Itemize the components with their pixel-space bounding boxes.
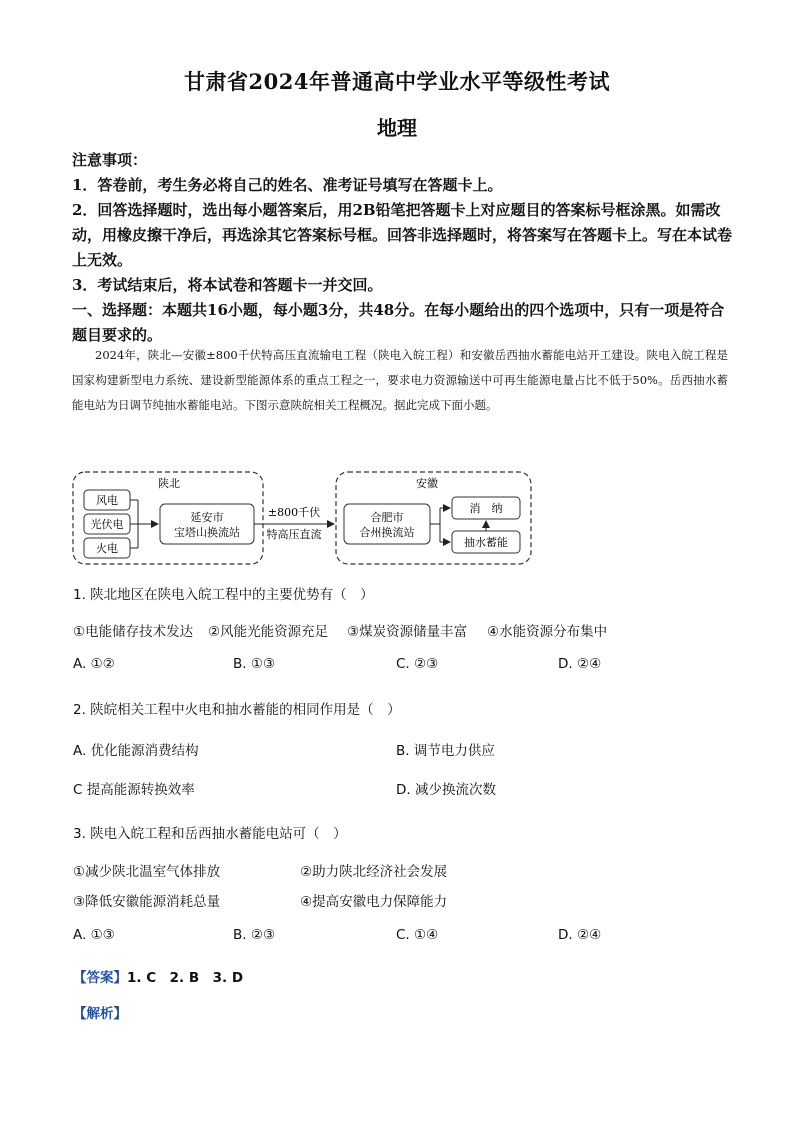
q2-option-d[interactable]: D. 减少换流次数	[396, 782, 496, 798]
notes-heading: 注意事项：	[72, 151, 148, 169]
region-shaanbei-label: 陕北	[158, 477, 180, 490]
subject-title: 地理	[377, 116, 417, 140]
q3-statement-4: ④提高安徽电力保障能力	[300, 894, 448, 910]
station-baotashan-name: 宝塔山换流站	[174, 526, 240, 539]
q1-statement-2: ②风能光能资源充足	[208, 624, 329, 640]
q3-option-a[interactable]: A. ①③	[73, 927, 115, 943]
answer-text: 1. C 2. B 3. D	[127, 970, 244, 986]
note-item-1: 1．答卷前，考生务必将自己的姓名、准考证号填写在答题卡上。	[72, 176, 503, 194]
exam-title: 甘肃省2024年普通高中学业水平等级性考试	[184, 69, 610, 94]
q2-option-b[interactable]: B. 调节电力供应	[396, 743, 495, 759]
storage-label: 抽水蓄能	[464, 536, 508, 549]
source-thermal: 火电	[96, 542, 118, 555]
q3-option-b[interactable]: B. ②③	[233, 927, 276, 943]
consume-label: 消 纳	[469, 502, 503, 515]
link-type: 特高压直流	[266, 528, 322, 541]
answer-label: 【答案】	[73, 970, 127, 986]
question-3-stem: 3. 陕电入皖工程和岳西抽水蓄能电站可（ ）	[73, 826, 347, 842]
q1-option-c[interactable]: C. ②③	[396, 656, 439, 672]
station-hezhou-name: 合州换流站	[359, 526, 415, 539]
q1-option-a[interactable]: A. ①②	[73, 656, 115, 672]
link-voltage: ±800千伏	[267, 506, 321, 519]
q1-option-b[interactable]: B. ①③	[233, 656, 276, 672]
region-anhui-label: 安徽	[416, 477, 438, 490]
question-2-stem: 2. 陕皖相关工程中火电和抽水蓄能的相同作用是（ ）	[73, 702, 401, 718]
station-hezhou-city: 合肥市	[370, 511, 404, 524]
analysis-label: 【解析】	[73, 1006, 127, 1022]
q1-option-d[interactable]: D. ②④	[558, 656, 602, 672]
note-item-2: 2．回答选择题时，选出每小题答案后，用2B铅笔把答题卡上对应题目的答案标号框涂黑。如需改动，用橡皮擦干净后，再选涂其它答案标号框。回答非选择题时，将答案写在答题卡上。写在本试卷上无效。	[72, 201, 733, 269]
source-wind: 风电	[96, 494, 118, 507]
question-1-stem: 1. 陕北地区在陕电入皖工程中的主要优势有（ ）	[73, 587, 374, 603]
notes-section	[72, 148, 732, 348]
q1-statement-3: ③煤炭资源储量丰富	[347, 624, 468, 640]
q3-option-c[interactable]: C. ①④	[396, 927, 439, 943]
intro-paragraph: 2024年，陕北—安徽±800千伏特高压直流输电工程（陕电入皖工程）和安徽岳西抽水蓄能电站开工建设。陕电入皖工程是国家构建新型电力系统、建设新型能源体系的重点工程之一，要求电力资源输送中可再生能源电量占比不低于50%。岳西抽水蓄能电站为日调节纯抽水蓄能电站。下图示意陕皖相关工程概况。据此完成下面小题。	[72, 348, 728, 412]
q3-option-d[interactable]: D. ②④	[558, 927, 602, 943]
q2-option-c[interactable]: C 提高能源转换效率	[73, 782, 195, 798]
q3-statement-3: ③降低安徽能源消耗总量	[73, 894, 221, 910]
note-item-3: 3．考试结束后，将本试卷和答题卡一并交回。	[72, 276, 383, 294]
q1-statement-4: ④水能资源分布集中	[487, 624, 608, 640]
q3-statement-2: ②助力陕北经济社会发展	[300, 864, 448, 880]
station-baotashan-city: 延安市	[190, 511, 224, 524]
engineering-diagram	[72, 470, 534, 568]
answer-line	[73, 966, 243, 986]
section-heading: 一、选择题：本题共16小题，每小题3分，共48分。在每小题给出的四个选项中，只有一项是符合题目要求的。	[72, 301, 725, 344]
q2-option-a[interactable]: A. 优化能源消费结构	[73, 743, 199, 759]
source-solar: 光伏电	[90, 518, 124, 531]
q3-statement-1: ①减少陕北温室气体排放	[73, 864, 221, 880]
q1-statement-1: ①电能储存技术发达	[73, 624, 194, 640]
